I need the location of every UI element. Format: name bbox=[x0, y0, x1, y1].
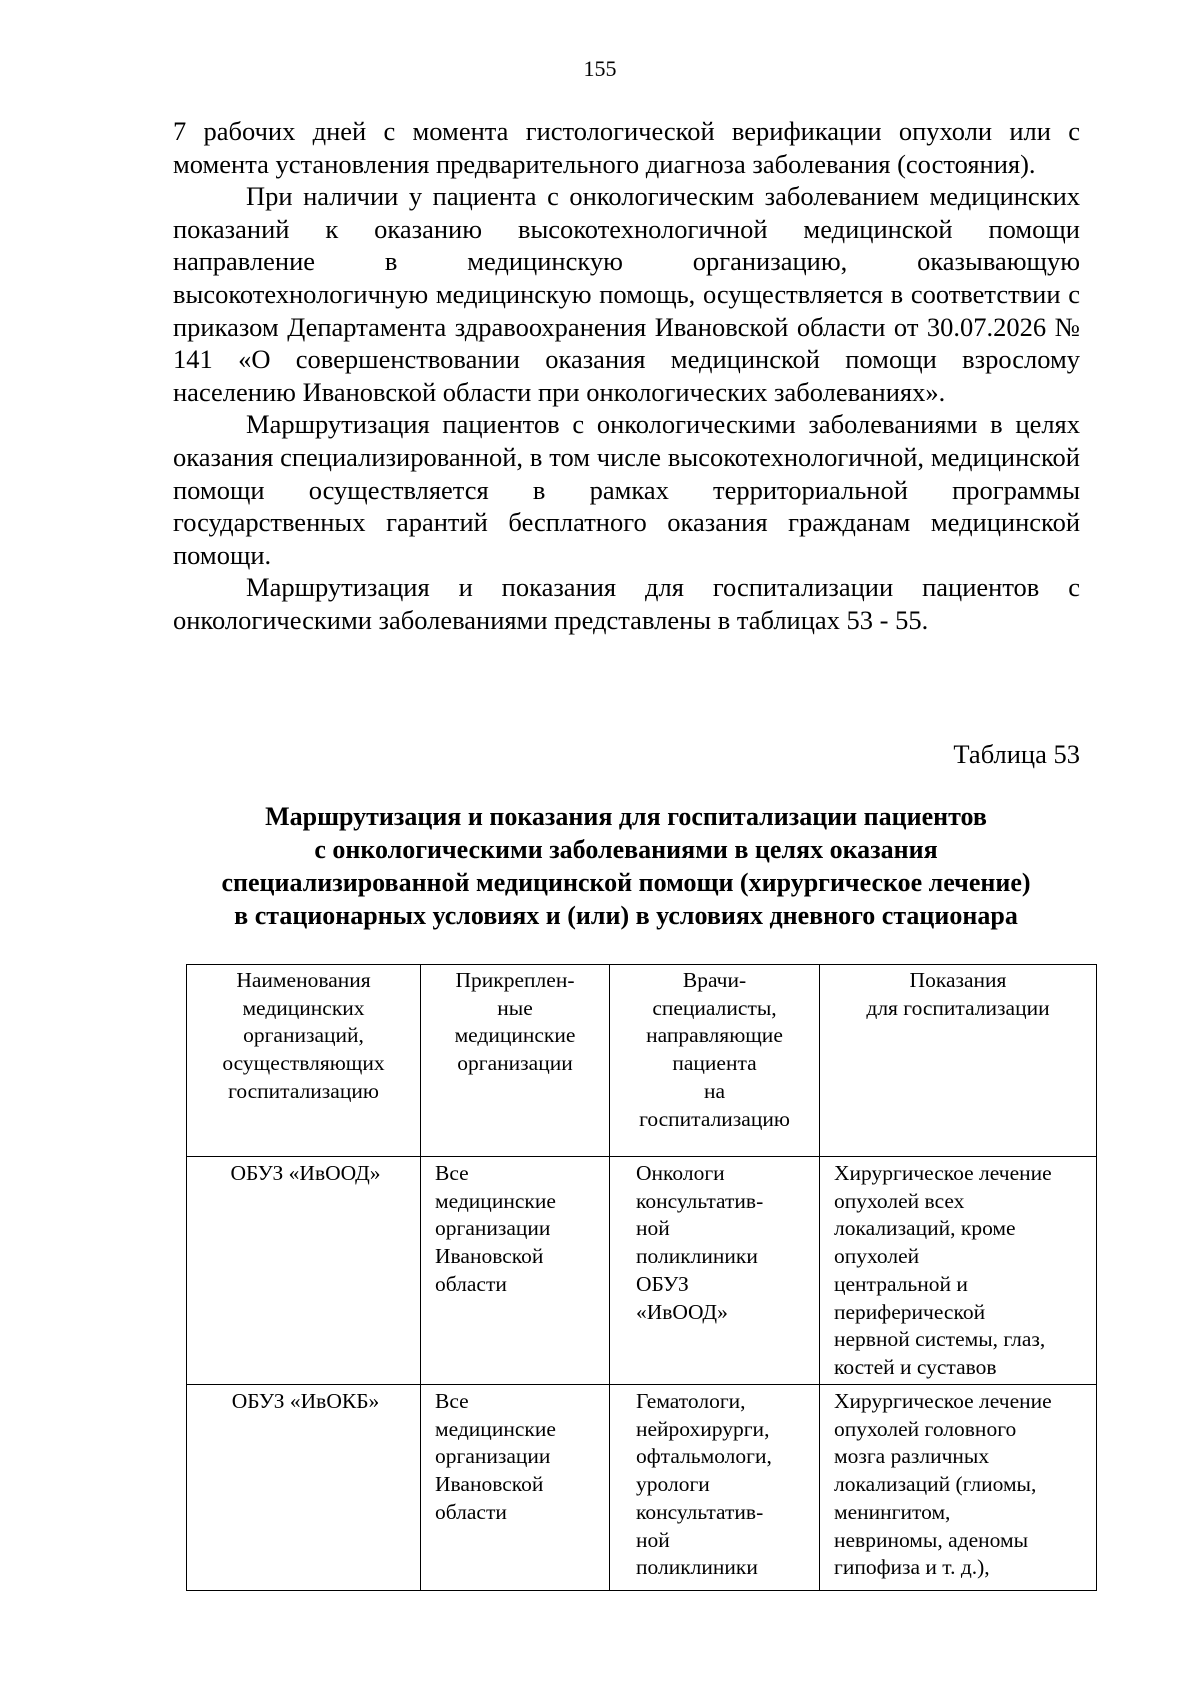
header-organizations: Наименования медицинских организаций, осуществляющих госпитализацию bbox=[187, 965, 421, 1157]
table-title-line: Маршрутизация и показания для госпитализации пациентов bbox=[265, 802, 987, 831]
table-row bbox=[187, 1385, 1097, 1591]
paragraph-high-tech-care: При наличии у пациента с онкологическим заболеванием медицинских показаний к оказанию высокотехнологичной медицинской помощи направление в медицинскую организацию, оказывающую высокотехнологичную медицинскую помощь, осуществляется в соответствии с приказом Департамента здравоохранения Ивановской области от 30.07.2026 № 141 «О совершенствовании оказания медицинской помощи взрослому населению Ивановской области при онкологических заболеваниях». bbox=[173, 181, 1080, 407]
table-title-line: с онкологическими заболеваниями в целях оказания bbox=[314, 835, 938, 864]
cell-organization: ОБУЗ «ИвОКБ» bbox=[187, 1385, 421, 1591]
header-indications: Показания для госпитализации bbox=[820, 965, 1097, 1157]
cell-doctors: Онкологи консультатив- ной поликлиники ОБУЗ «ИвООД» bbox=[610, 1157, 820, 1385]
header-attached-organizations: Прикреплен- ные медицинские организации bbox=[421, 965, 610, 1157]
cell-indications: Хирургическое лечение опухолей головного мозга различных локализаций (глиомы, менингитом, невриномы, аденомы гипофиза и т. д.), bbox=[820, 1385, 1097, 1591]
table-title-line: в стационарных условиях и (или) в условиях дневного стационара bbox=[234, 901, 1018, 930]
header-referring-doctors: Врачи- специалисты, направляющие пациента на госпитализацию bbox=[610, 965, 820, 1157]
paragraph-routing-specialized: Маршрутизация пациентов с онкологическими заболеваниями в целях оказания специализированной, в том числе высокотехнологичной, медицинской помощи осуществляется в рамках территориальной программы государственных гарантий бесплатного оказания гражданам медицинской помощи. bbox=[173, 409, 1080, 570]
table-title-line: специализированной медицинской помощи (хирургическое лечение) bbox=[221, 868, 1031, 897]
table-label: Таблица 53 bbox=[953, 739, 1080, 769]
cell-indications: Хирургическое лечение опухолей всех локализаций, кроме опухолей центральной и периферической нервной системы, глаз, костей и суставов bbox=[820, 1157, 1097, 1385]
body-text bbox=[173, 115, 1080, 637]
paragraph-continuation: 7 рабочих дней с момента гистологической верификации опухоли или с момента установления предварительного диагноза заболевания (состояния). bbox=[173, 116, 1080, 179]
cell-doctors: Гематологи, нейрохирурги, офтальмологи, урологи консультатив- ной поликлиники bbox=[610, 1385, 820, 1591]
table-header-row bbox=[187, 965, 1097, 1157]
table-title bbox=[150, 800, 1102, 932]
paragraph-tables-reference: Маршрутизация и показания для госпитализации пациентов с онкологическими заболеваниями представлены в таблицах 53 - 55. bbox=[173, 572, 1080, 635]
cell-attached: Все медицинские организации Ивановской области bbox=[421, 1385, 610, 1591]
page-number: 155 bbox=[583, 56, 617, 81]
cell-organization: ОБУЗ «ИвООД» bbox=[187, 1157, 421, 1385]
cell-attached: Все медицинские организации Ивановской области bbox=[421, 1157, 610, 1385]
routing-table bbox=[186, 964, 1097, 1591]
table-row bbox=[187, 1157, 1097, 1385]
